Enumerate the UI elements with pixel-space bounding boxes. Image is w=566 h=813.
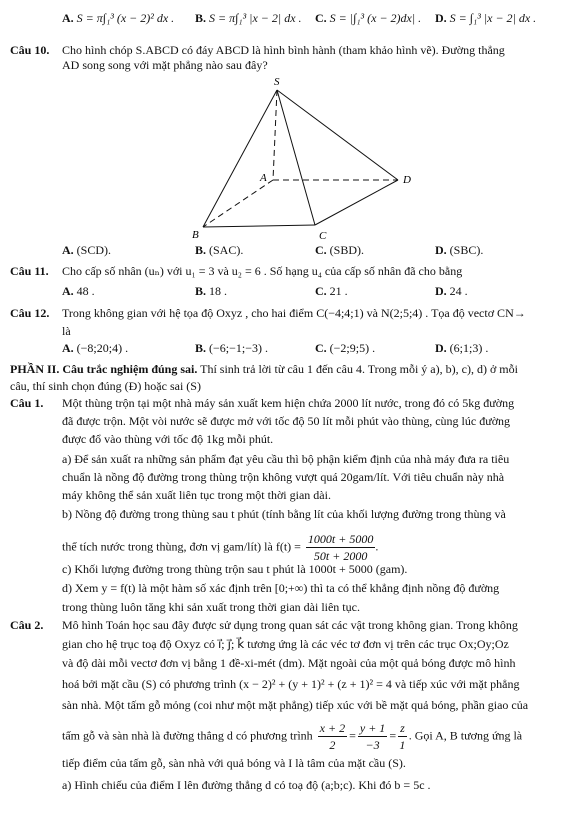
q12-text-line1: Trong không gian với hệ tọa độ Oxyz , cho hai điểm C(−4;4;1) và N(2;5;4) . Tọa độ vectơ CN→ xyxy=(62,306,526,320)
edge-cd xyxy=(315,180,398,225)
part2-header-line2: câu, thí sinh chọn đúng (Đ) hoặc sai (S) xyxy=(10,379,201,393)
q11-option-b: B. 18 . xyxy=(195,284,228,298)
c2-number: Câu 2. xyxy=(10,618,44,632)
q9-option-b: B. S = π∫₁³ |x − 2| dx . xyxy=(195,11,302,25)
edge-sd xyxy=(277,90,398,180)
q10-option-c: C. (SBD). xyxy=(315,243,365,257)
q10-text-line1: Cho hình chóp S.ABCD có đáy ABCD là hình bình hành (tham khảo hình vẽ). Đường thẳng xyxy=(62,43,505,57)
c2-line2: gian cho hệ trục toạ độ Oxyz có i⃗; j⃗; k⃗ tương ứng là các véc tơ đơn vị trên các trục Ox;Oy;Oz xyxy=(62,637,509,651)
edge-sb xyxy=(203,90,277,227)
c2-line4: hoá bởi mặt cầu (S) có phương trình (x − 2)² + (y + 1)² + (z + 1)² = 4 và tiếp xúc với mặt phẳng xyxy=(62,677,520,691)
edge-ab-hidden xyxy=(203,180,273,227)
c2-fraction-x: $\frac{x + 2}{2}$ xyxy=(319,721,346,753)
q9-option-a: A. S = π∫₁³ (x − 2)² dx . xyxy=(62,11,175,25)
q11-option-a: A. 48 . xyxy=(62,284,95,298)
c2-fraction-y: $\frac{y + 1}{-3}$ xyxy=(359,721,386,753)
q9-option-c: C. S = |∫₁³ (x − 2)dx| . xyxy=(315,11,422,25)
q10-text-line2: AD song song với mặt phẳng nào sau đây? xyxy=(62,58,268,72)
q10-option-b: B. (SAC). xyxy=(195,243,244,257)
q12-option-d: D. (6;1;3) . xyxy=(435,341,489,355)
q12-option-b: B. (−6;−1;−3) . xyxy=(195,341,268,355)
c1-a-line2: chuẩn là nồng độ đường trong thùng trộn không vượt quá 20gam/lít. Với tiêu chuẩn này nhà xyxy=(62,470,505,484)
c1-number: Câu 1. xyxy=(10,396,44,410)
q12-option-c: C. (−2;9;5) . xyxy=(315,341,376,355)
c2-line7: tiếp điểm của tấm gỗ, sàn nhà với quả bóng và I là tâm của mặt cầu (S). xyxy=(62,756,406,770)
q12-option-a: A. (−8;20;4) . xyxy=(62,341,129,355)
c2-line1: Mô hình Toán học sau đây được sử dụng trong quan sát các vật trong không gian. Trong không xyxy=(62,618,518,632)
c1-b-line1: b) Nồng độ đường trong thùng sau t phút (tính bằng lít của khối lượng đường trong thùng và xyxy=(62,507,506,521)
edge-sc xyxy=(277,90,315,225)
q10-option-a: A. (SCD). xyxy=(62,243,112,257)
c2-fraction-z: $\frac{z}{1}$ xyxy=(399,721,406,753)
q10-option-d: D. (SBC). xyxy=(435,243,484,257)
label-b: B xyxy=(192,229,199,241)
edge-bc xyxy=(203,225,315,227)
part2-header: PHẦN II. Câu trắc nghiệm đúng sai. Thí sinh trả lời từ câu 1 đến câu 4. Trong mỗi ý a), b), c), d) ở mỗi xyxy=(10,362,518,376)
c1-line3: được đổ vào thùng với tốc độ 1kg mỗi phút. xyxy=(62,432,274,446)
q11-text: Cho cấp số nhân (uₙ) với u₁ = 3 và u₂ = 6 . Số hạng u₄ của cấp số nhân đã cho bằng xyxy=(62,264,463,278)
c1-d-line2: trong thùng luôn tăng khi sản xuất trong thời gian dài liên tục. xyxy=(62,600,360,614)
label-s: S xyxy=(274,76,280,88)
c1-b-line2: thể tích nước trong thùng, đơn vị gam/lít) là f(t) = $\frac{1000t + 5000}{50t + 2000}$ . xyxy=(62,532,379,564)
c1-a-line1: a) Để sản xuất ra những sản phẩm đạt yêu cầu thì bộ phận kiểm định của nhà máy đưa ra tiêu xyxy=(62,452,510,466)
q9-option-d: D. S = ∫₁³ |x − 2| dx . xyxy=(435,11,537,25)
edge-sa-hidden xyxy=(273,90,277,180)
c1-b-fraction: $\frac{1000t + 5000}{50t + 2000}$ xyxy=(307,532,374,564)
label-c: C xyxy=(319,230,327,242)
c1-line2: đã được trộn. Một vòi nước sẽ được mở với tốc độ 50 lít mỗi phút vào thùng, cùng lúc đường xyxy=(62,414,511,428)
label-a: A xyxy=(260,172,267,184)
c2-line3: và độ dài mỗi vectơ đơn vị bằng 1 đề-xi-mét (dm). Mặt ngoài của một quả bóng được mô hình xyxy=(62,656,516,670)
pyramid-figure xyxy=(170,75,430,245)
q12-text-line2: là xyxy=(62,324,71,338)
q10-number: Câu 10. xyxy=(10,43,50,57)
c2-line5: sàn nhà. Một tấm gỗ mỏng (coi như một mặt phẳng) tiếp xúc với bề mặt quả bóng, phần giao của xyxy=(62,698,529,712)
c1-c: c) Khối lượng đường trong thùng trộn sau t phút là 1000t + 5000 (gam). xyxy=(62,562,408,576)
label-d: D xyxy=(403,174,411,186)
q11-option-c: C. 21 . xyxy=(315,284,348,298)
c1-a-line3: máy không thể sản xuất liên tục trong một thời gian dài. xyxy=(62,488,331,502)
c2-a: a) Hình chiếu của điểm I lên đường thẳng d có toạ độ (a;b;c). Khi đó b = 5c . xyxy=(62,778,431,792)
q11-option-d: D. 24 . xyxy=(435,284,468,298)
q12-number: Câu 12. xyxy=(10,306,50,320)
c2-line6: tấm gỗ và sàn nhà là đường thẳng d có phương trình $\frac{x + 2}{2}$ = $\frac{y + 1}{-3}$ = $\frac{z}{1}$ . Gọi A, B tương ứng là xyxy=(62,721,523,753)
c1-line1: Một thùng trộn tại một nhà máy sản xuất kem hiện chứa 2000 lít nước, trong đó có 5kg đường xyxy=(62,396,515,410)
q11-number: Câu 11. xyxy=(10,264,49,278)
c1-d-line1: d) Xem y = f(t) là một hàm số xác định trên [0;+∞) thì ta có thể khẳng định nồng độ đường xyxy=(62,581,500,595)
